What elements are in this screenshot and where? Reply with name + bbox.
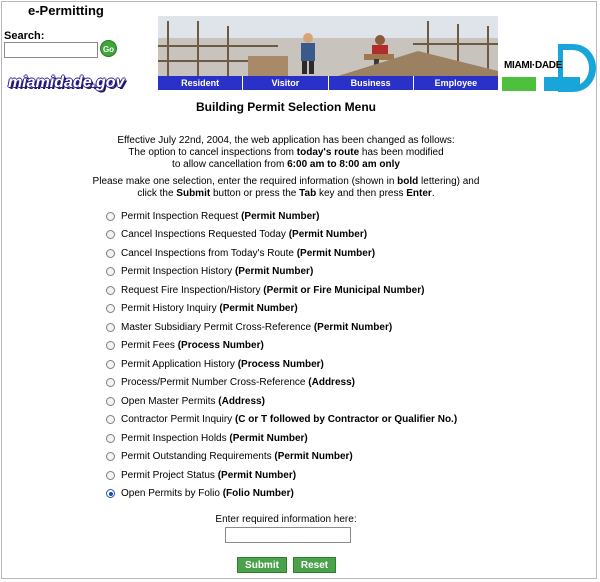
option-contractor-permit-inquiry[interactable]: Contractor Permit Inquiry (C or T followed by Contractor or Qualifier No.) [106, 411, 526, 430]
radio-button[interactable] [106, 434, 115, 443]
option-permit-inspection-request[interactable]: Permit Inspection Request (Permit Number) [106, 207, 526, 226]
miamidade-gov-logo[interactable]: miamidade.gov [8, 74, 125, 91]
nav-business[interactable]: Business [329, 76, 414, 90]
page-title: Building Permit Selection Menu [195, 100, 377, 114]
nav-resident[interactable]: Resident [158, 76, 243, 90]
radio-button[interactable] [106, 378, 115, 387]
radio-button[interactable] [106, 360, 115, 369]
nav-employee[interactable]: Employee [434, 78, 478, 88]
county-name: MIAMI·DADE [504, 60, 563, 71]
option-permit-project-status[interactable]: Permit Project Status (Permit Number) [106, 466, 526, 485]
permit-options-list [106, 207, 526, 503]
logo-blue-block [544, 77, 580, 91]
option-master-subsidiary-xref[interactable]: Master Subsidiary Permit Cross-Reference (Permit Number) [106, 318, 526, 337]
notice-line-2: The option to cancel inspections from today's route has been modified [128, 147, 444, 158]
option-permit-application-history[interactable]: Permit Application History (Process Number) [106, 355, 526, 374]
instructions-line-2: click the Submit button or press the Tab key and then press Enter. [137, 188, 435, 199]
radio-button[interactable] [106, 452, 115, 461]
radio-button[interactable] [106, 230, 115, 239]
reset-button[interactable]: Reset [293, 557, 336, 573]
notice-line-3: to allow cancellation from 6:00 am to 8:00 am only [172, 159, 400, 170]
required-info-label: Enter required information here: [215, 514, 357, 525]
notice-text [0, 135, 572, 171]
radio-button[interactable] [106, 249, 115, 258]
radio-button[interactable] [106, 471, 115, 480]
search-input[interactable] [4, 42, 98, 58]
radio-button[interactable] [106, 323, 115, 332]
option-permit-inspection-history[interactable]: Permit Inspection History (Permit Number) [106, 263, 526, 282]
radio-button[interactable] [106, 397, 115, 406]
submit-button[interactable]: Submit [237, 557, 287, 573]
go-button[interactable]: Go [100, 40, 117, 57]
app-title: e-Permitting [28, 3, 104, 18]
option-cancel-inspections-today[interactable]: Cancel Inspections Requested Today (Permit Number) [106, 226, 526, 245]
option-process-permit-xref[interactable]: Process/Permit Number Cross-Reference (Address) [106, 374, 526, 393]
option-permit-history-inquiry[interactable]: Permit History Inquiry (Permit Number) [106, 300, 526, 319]
instructions-text [0, 176, 572, 200]
instructions-line-1: Please make one selection, enter the required information (shown in bold lettering) and [92, 176, 480, 187]
logo-green-block [502, 77, 536, 91]
notice-line-1: Effective July 22nd, 2004, the web application has been changed as follows: [117, 135, 455, 146]
radio-button[interactable] [106, 341, 115, 350]
top-nav [158, 76, 498, 90]
option-open-permits-by-folio[interactable]: Open Permits by Folio (Folio Number) [106, 485, 526, 504]
radio-button[interactable] [106, 304, 115, 313]
option-permit-inspection-holds[interactable]: Permit Inspection Holds (Permit Number) [106, 429, 526, 448]
option-outstanding-requirements[interactable]: Permit Outstanding Requirements (Permit Number) [106, 448, 526, 467]
construction-workers-banner [158, 16, 498, 76]
search-label: Search: [4, 30, 45, 42]
radio-button[interactable] [106, 415, 115, 424]
nav-visitor[interactable]: Visitor [243, 76, 328, 90]
miami-dade-county-logo[interactable] [500, 44, 596, 92]
required-info-input[interactable] [225, 527, 351, 543]
option-cancel-inspections-route[interactable]: Cancel Inspections from Today's Route (Permit Number) [106, 244, 526, 263]
option-fire-inspection-history[interactable]: Request Fire Inspection/History (Permit or Fire Municipal Number) [106, 281, 526, 300]
radio-button[interactable] [106, 286, 115, 295]
option-permit-fees[interactable]: Permit Fees (Process Number) [106, 337, 526, 356]
banner-image [158, 16, 498, 76]
radio-button-selected[interactable] [106, 489, 115, 498]
option-open-master-permits[interactable]: Open Master Permits (Address) [106, 392, 526, 411]
radio-button[interactable] [106, 267, 115, 276]
radio-button[interactable] [106, 212, 115, 221]
